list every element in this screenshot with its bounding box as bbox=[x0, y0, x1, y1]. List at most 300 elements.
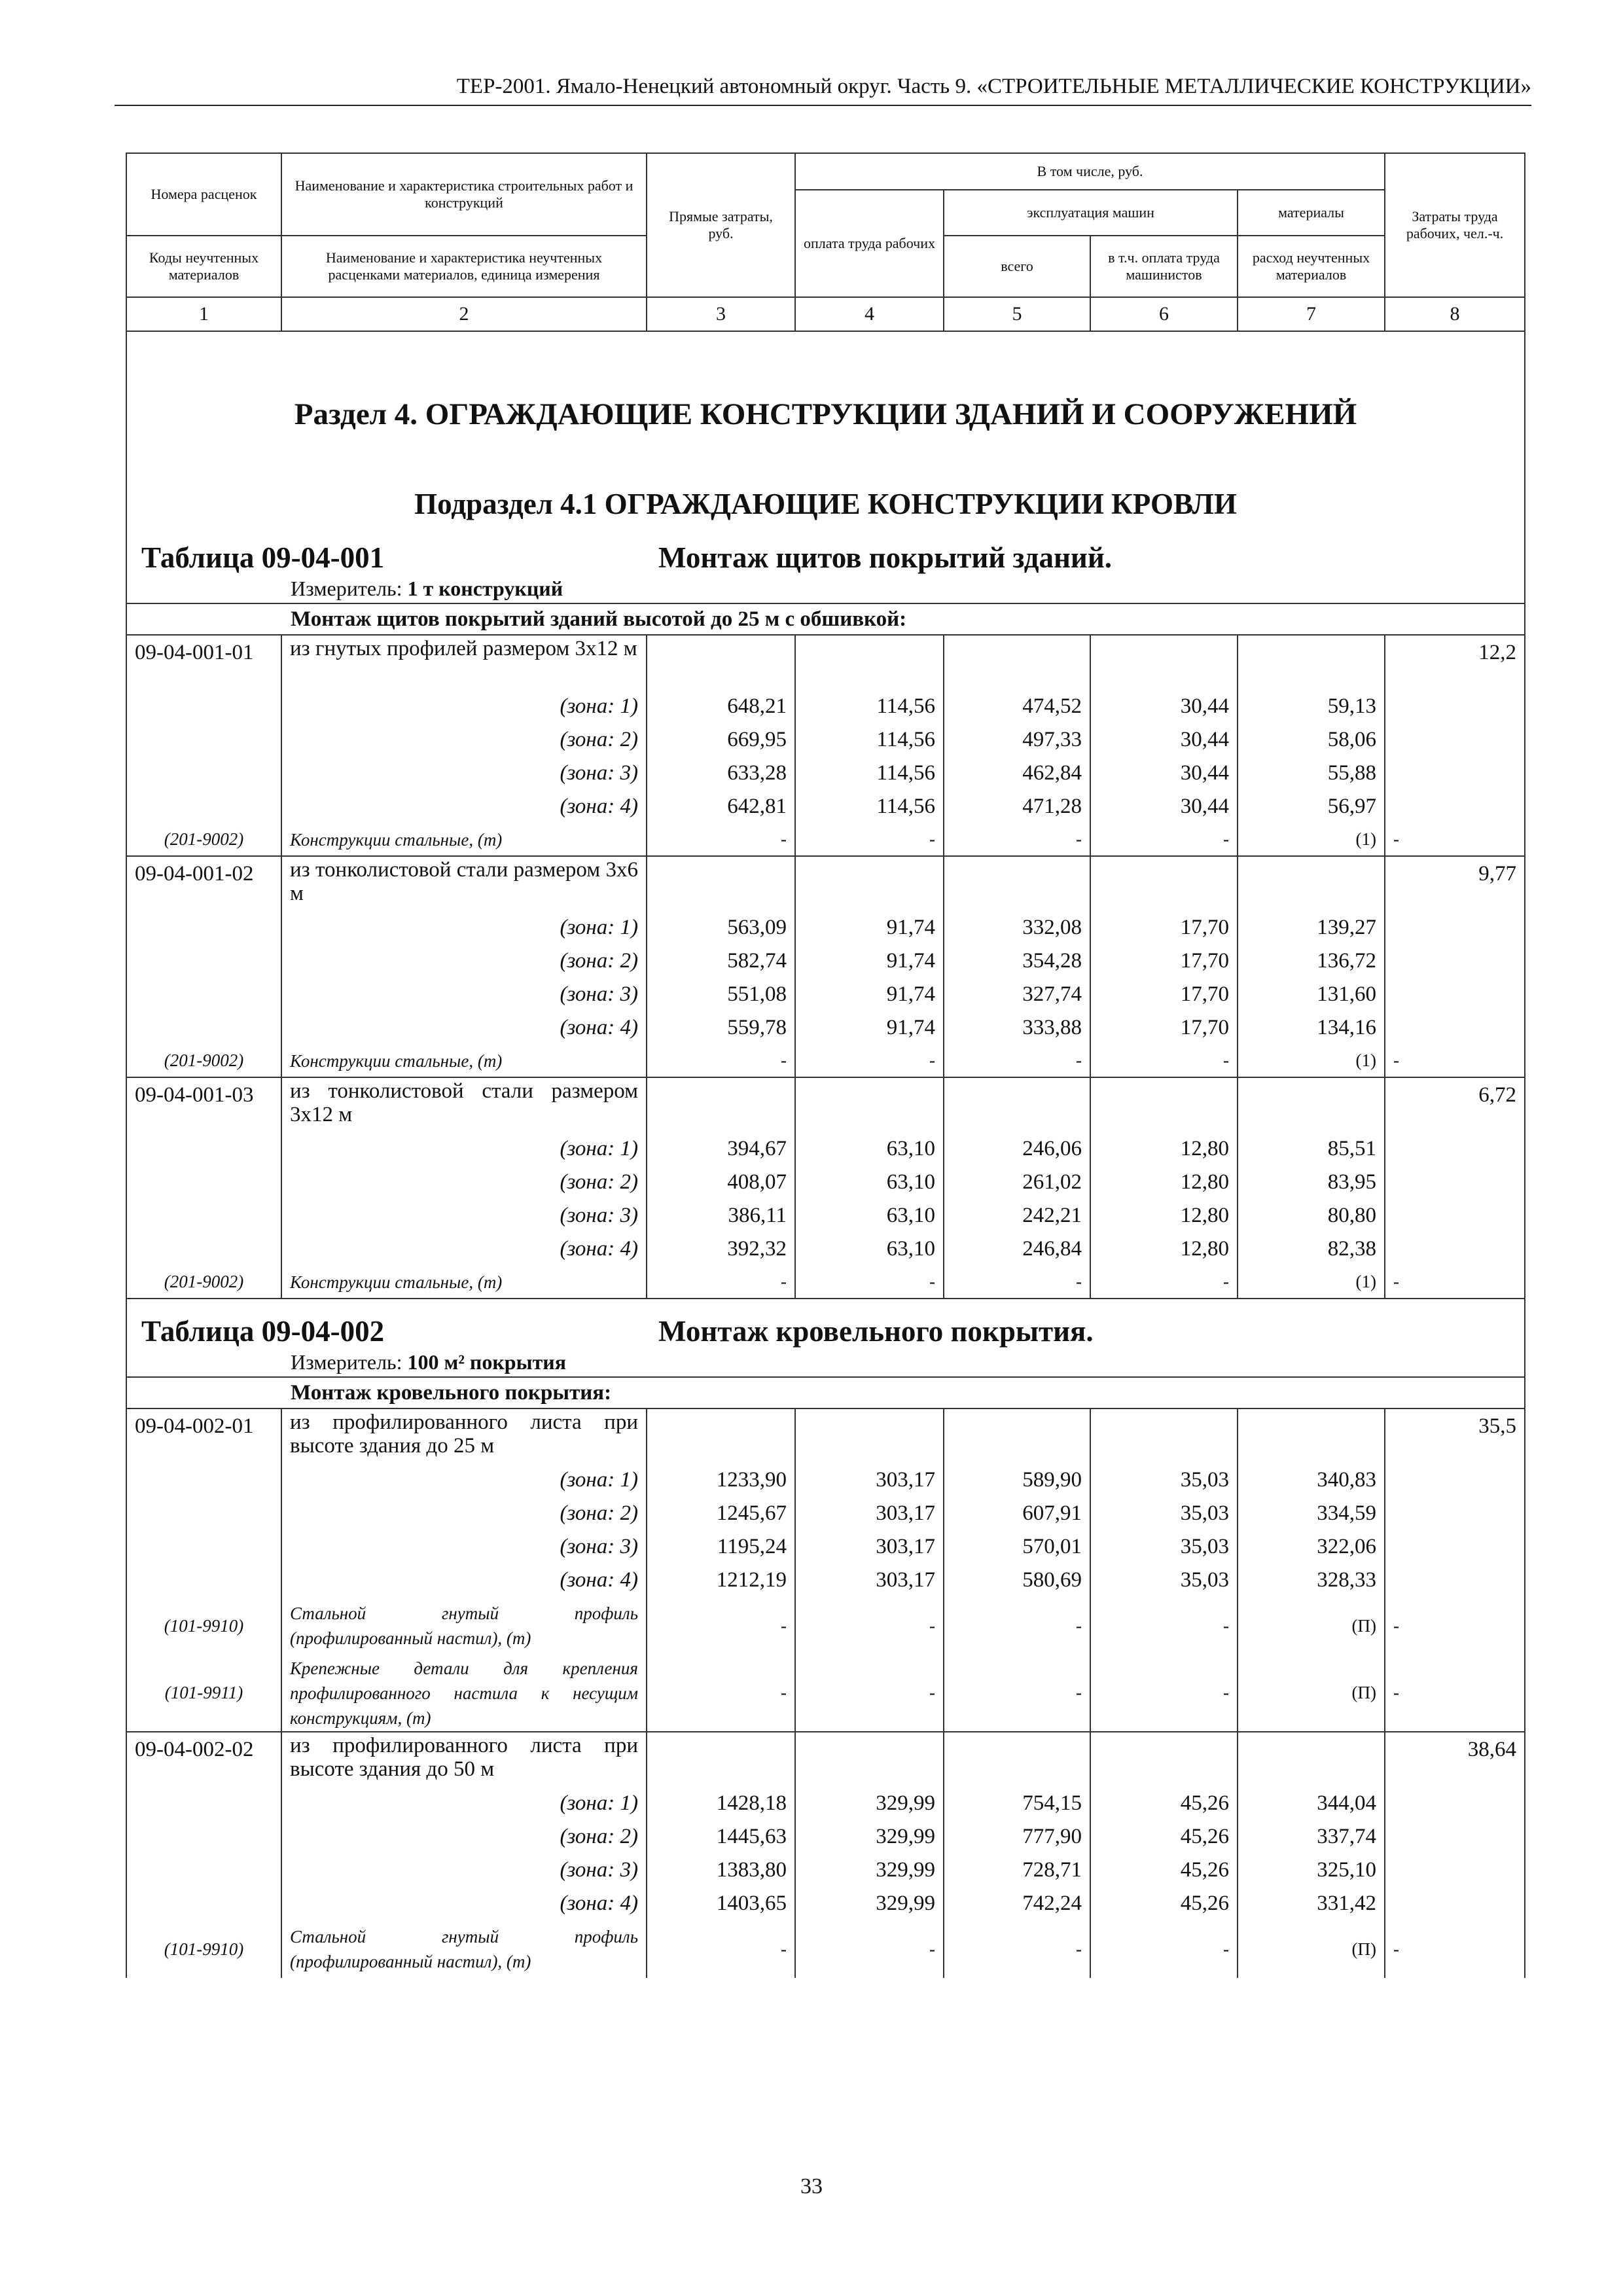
empty-cell bbox=[1090, 1732, 1238, 1787]
zone-label: (зона: 1) bbox=[281, 911, 647, 944]
rate-code: 09-04-002-01 bbox=[126, 1408, 281, 1463]
zone-row bbox=[126, 944, 1525, 978]
material-row bbox=[126, 1266, 1525, 1299]
cost-value: 386,11 bbox=[647, 1199, 795, 1232]
cost-value: 777,90 bbox=[944, 1820, 1090, 1854]
zone-label: (зона: 1) bbox=[281, 690, 647, 723]
zone-row bbox=[126, 757, 1525, 790]
measure-prefix: Измеритель: bbox=[291, 577, 402, 600]
cost-value: 30,44 bbox=[1090, 723, 1238, 757]
cost-value: 329,99 bbox=[795, 1887, 944, 1920]
empty-cell bbox=[1385, 1166, 1525, 1199]
table-label: Таблица 09-04-001 bbox=[141, 541, 385, 574]
material-row bbox=[126, 1655, 1525, 1732]
material-value: - bbox=[944, 1045, 1090, 1077]
column-number: 8 bbox=[1385, 297, 1525, 331]
zone-label: (зона: 3) bbox=[281, 757, 647, 790]
cost-value: 580,69 bbox=[944, 1564, 1090, 1597]
cost-value: 30,44 bbox=[1090, 757, 1238, 790]
material-description: Конструкции стальные, (т) bbox=[281, 823, 647, 856]
empty-cell bbox=[1385, 723, 1525, 757]
empty-cell bbox=[1090, 1077, 1238, 1132]
cost-value: 462,84 bbox=[944, 757, 1090, 790]
material-value: - bbox=[795, 1655, 944, 1732]
empty-cell bbox=[126, 944, 281, 978]
empty-cell bbox=[126, 1530, 281, 1564]
material-value: (1) bbox=[1238, 823, 1385, 856]
empty-cell bbox=[1238, 1408, 1385, 1463]
cost-value: 329,99 bbox=[795, 1820, 944, 1854]
material-description: Конструкции стальные, (т) bbox=[281, 1045, 647, 1077]
table-title-cell bbox=[126, 525, 1525, 575]
cost-value: 332,08 bbox=[944, 911, 1090, 944]
rate-code: 09-04-001-03 bbox=[126, 1077, 281, 1132]
material-value: - bbox=[1385, 1266, 1525, 1299]
zone-label: (зона: 2) bbox=[281, 723, 647, 757]
section-title: Раздел 4. ОГРАЖДАЮЩИЕ КОНСТРУКЦИИ ЗДАНИЙ И СООРУЖЕНИЙ bbox=[126, 331, 1525, 436]
empty-cell bbox=[126, 1166, 281, 1199]
cost-value: 114,56 bbox=[795, 757, 944, 790]
empty-cell bbox=[1385, 1787, 1525, 1820]
cost-value: 12,80 bbox=[1090, 1232, 1238, 1266]
work-description: из профилированного листа при высоте здания до 25 м bbox=[281, 1408, 647, 1463]
material-value: - bbox=[1090, 1597, 1238, 1655]
empty-cell bbox=[126, 978, 281, 1011]
empty-cell bbox=[647, 1408, 795, 1463]
cost-value: 114,56 bbox=[795, 790, 944, 823]
material-value: - bbox=[1090, 1655, 1238, 1732]
group-row bbox=[126, 603, 1525, 635]
col1-top: Номера расценок bbox=[126, 153, 281, 236]
empty-cell bbox=[126, 1232, 281, 1266]
empty-cell bbox=[126, 1854, 281, 1887]
cost-value: 45,26 bbox=[1090, 1887, 1238, 1920]
empty-cell bbox=[795, 1077, 944, 1132]
zone-row bbox=[126, 1497, 1525, 1530]
zone-label: (зона: 2) bbox=[281, 944, 647, 978]
cost-value: 607,91 bbox=[944, 1497, 1090, 1530]
zone-label: (зона: 3) bbox=[281, 1854, 647, 1887]
column-number: 3 bbox=[647, 297, 795, 331]
zone-row bbox=[126, 1463, 1525, 1497]
item-row bbox=[126, 1732, 1525, 1787]
material-description: Крепежные детали для крепления профилированного настила к несущим конструкциям, (т) bbox=[281, 1655, 647, 1732]
cost-value: 35,03 bbox=[1090, 1497, 1238, 1530]
cost-value: 327,74 bbox=[944, 978, 1090, 1011]
col7-header: расход неучтенных материалов bbox=[1238, 236, 1385, 297]
empty-cell bbox=[795, 1408, 944, 1463]
cost-value: 303,17 bbox=[795, 1497, 944, 1530]
zone-row bbox=[126, 978, 1525, 1011]
cost-value: 17,70 bbox=[1090, 1011, 1238, 1045]
zone-row bbox=[126, 1199, 1525, 1232]
material-value: - bbox=[944, 1597, 1090, 1655]
empty-cell bbox=[126, 1132, 281, 1166]
empty-cell bbox=[647, 856, 795, 911]
zone-label: (зона: 3) bbox=[281, 1199, 647, 1232]
empty-cell bbox=[126, 1564, 281, 1597]
cost-value: 354,28 bbox=[944, 944, 1090, 978]
cost-value: 30,44 bbox=[1090, 690, 1238, 723]
measure-cell bbox=[126, 1348, 1525, 1377]
material-code: (201-9002) bbox=[126, 823, 281, 856]
empty-cell bbox=[1385, 757, 1525, 790]
column-number: 5 bbox=[944, 297, 1090, 331]
cost-value: 12,80 bbox=[1090, 1199, 1238, 1232]
group-title: Монтаж кровельного покрытия: bbox=[126, 1377, 1525, 1408]
zone-row bbox=[126, 1530, 1525, 1564]
col6-header: в т.ч. оплата труда машинистов bbox=[1090, 236, 1238, 297]
empty-cell bbox=[1385, 1887, 1525, 1920]
zone-label: (зона: 4) bbox=[281, 1887, 647, 1920]
cost-value: 261,02 bbox=[944, 1166, 1090, 1199]
measure-value: 100 м² покрытия bbox=[407, 1350, 567, 1374]
zone-row bbox=[126, 1787, 1525, 1820]
material-value: - bbox=[944, 823, 1090, 856]
empty-cell bbox=[126, 1820, 281, 1854]
col2-bottom: Наименование и характеристика неучтенных расценками материалов, единица измерения bbox=[281, 236, 647, 297]
cost-value: 242,21 bbox=[944, 1199, 1090, 1232]
zone-label: (зона: 1) bbox=[281, 1132, 647, 1166]
measure-value: 1 т конструкций bbox=[407, 577, 563, 600]
cost-value: 17,70 bbox=[1090, 944, 1238, 978]
material-value: - bbox=[795, 1045, 944, 1077]
table-title-row bbox=[126, 525, 1525, 575]
material-row bbox=[126, 1045, 1525, 1077]
cost-value: 742,24 bbox=[944, 1887, 1090, 1920]
cost-value: 1445,63 bbox=[647, 1820, 795, 1854]
zone-row bbox=[126, 790, 1525, 823]
table-title-cell bbox=[126, 1299, 1525, 1348]
empty-cell bbox=[1238, 1077, 1385, 1132]
material-value: - bbox=[647, 1045, 795, 1077]
material-value: - bbox=[944, 1655, 1090, 1732]
material-description: Стальной гнутый профиль (профилированный настил), (т) bbox=[281, 1597, 647, 1655]
measure-prefix: Измеритель: bbox=[291, 1350, 402, 1374]
cost-value: 570,01 bbox=[944, 1530, 1090, 1564]
empty-cell bbox=[1385, 1199, 1525, 1232]
empty-cell bbox=[1385, 911, 1525, 944]
cost-value: 35,03 bbox=[1090, 1530, 1238, 1564]
column-number: 7 bbox=[1238, 297, 1385, 331]
material-value: - bbox=[795, 1266, 944, 1299]
empty-cell bbox=[1385, 1820, 1525, 1854]
cost-value: 589,90 bbox=[944, 1463, 1090, 1497]
zone-label: (зона: 1) bbox=[281, 1787, 647, 1820]
material-value: - bbox=[1090, 1920, 1238, 1978]
empty-cell bbox=[1385, 1232, 1525, 1266]
empty-cell bbox=[1385, 1530, 1525, 1564]
cost-value: 322,06 bbox=[1238, 1530, 1385, 1564]
cost-value: 56,97 bbox=[1238, 790, 1385, 823]
col5-header: всего bbox=[944, 236, 1090, 297]
material-description: Конструкции стальные, (т) bbox=[281, 1266, 647, 1299]
material-code: (101-9910) bbox=[126, 1920, 281, 1978]
measure-row bbox=[126, 575, 1525, 603]
cost-value: 63,10 bbox=[795, 1132, 944, 1166]
col8-header: Затраты труда рабочих, чел.-ч. bbox=[1385, 153, 1525, 297]
cost-value: 114,56 bbox=[795, 690, 944, 723]
material-value: - bbox=[1385, 823, 1525, 856]
cost-value: 35,03 bbox=[1090, 1463, 1238, 1497]
running-header: ТЕР-2001. Ямало-Ненецкий автономный округ. Часть 9. «СТРОИТЕЛЬНЫЕ МЕТАЛЛИЧЕСКИЕ КОНСТРУКЦИИ» bbox=[115, 71, 1531, 106]
cost-value: 59,13 bbox=[1238, 690, 1385, 723]
labor-cost: 6,72 bbox=[1385, 1077, 1525, 1132]
empty-cell bbox=[1385, 790, 1525, 823]
material-value: - bbox=[647, 1597, 795, 1655]
empty-cell bbox=[126, 790, 281, 823]
table-title: Монтаж кровельного покрытия. bbox=[658, 1315, 1094, 1348]
cost-value: 344,04 bbox=[1238, 1787, 1385, 1820]
zone-label: (зона: 2) bbox=[281, 1820, 647, 1854]
labor-cost: 9,77 bbox=[1385, 856, 1525, 911]
empty-cell bbox=[795, 1732, 944, 1787]
work-description: из гнутых профилей размером 3х12 м bbox=[281, 635, 647, 690]
material-code: (201-9002) bbox=[126, 1266, 281, 1299]
cost-value: 12,80 bbox=[1090, 1132, 1238, 1166]
cost-value: 1383,80 bbox=[647, 1854, 795, 1887]
cost-value: 139,27 bbox=[1238, 911, 1385, 944]
cost-value: 728,71 bbox=[944, 1854, 1090, 1887]
cost-value: 246,06 bbox=[944, 1132, 1090, 1166]
zone-label: (зона: 2) bbox=[281, 1166, 647, 1199]
cost-value: 329,99 bbox=[795, 1787, 944, 1820]
empty-cell bbox=[944, 1732, 1090, 1787]
cost-value: 35,03 bbox=[1090, 1564, 1238, 1597]
empty-cell bbox=[1090, 856, 1238, 911]
cost-value: 333,88 bbox=[944, 1011, 1090, 1045]
empty-cell bbox=[126, 1787, 281, 1820]
col2-top: Наименование и характеристика строительных работ и конструкций bbox=[281, 153, 647, 236]
cost-value: 45,26 bbox=[1090, 1787, 1238, 1820]
work-description: из тонколистовой стали размером 3х12 м bbox=[281, 1077, 647, 1132]
cost-value: 1212,19 bbox=[647, 1564, 795, 1597]
empty-cell bbox=[1385, 1132, 1525, 1166]
material-value: - bbox=[647, 1920, 795, 1978]
cost-value: 334,59 bbox=[1238, 1497, 1385, 1530]
column-number: 6 bbox=[1090, 297, 1238, 331]
zone-row bbox=[126, 1820, 1525, 1854]
table-title-row bbox=[126, 1299, 1525, 1348]
group-header: В том числе, руб. bbox=[795, 153, 1385, 190]
material-value: - bbox=[1090, 1266, 1238, 1299]
empty-cell bbox=[944, 856, 1090, 911]
cost-value: 669,95 bbox=[647, 723, 795, 757]
material-value: (1) bbox=[1238, 1266, 1385, 1299]
cost-value: 134,16 bbox=[1238, 1011, 1385, 1045]
zone-label: (зона: 4) bbox=[281, 1564, 647, 1597]
cost-value: 328,33 bbox=[1238, 1564, 1385, 1597]
empty-cell bbox=[1385, 690, 1525, 723]
cost-value: 497,33 bbox=[944, 723, 1090, 757]
cost-value: 559,78 bbox=[647, 1011, 795, 1045]
zone-label: (зона: 2) bbox=[281, 1497, 647, 1530]
cost-value: 63,10 bbox=[795, 1199, 944, 1232]
material-value: - bbox=[795, 1920, 944, 1978]
cost-value: 329,99 bbox=[795, 1854, 944, 1887]
cost-value: 1233,90 bbox=[647, 1463, 795, 1497]
empty-cell bbox=[1385, 978, 1525, 1011]
empty-cell bbox=[126, 1463, 281, 1497]
table-title: Монтаж щитов покрытий зданий. bbox=[658, 541, 1112, 574]
group-title: Монтаж щитов покрытий зданий высотой до 25 м с обшивкой: bbox=[126, 603, 1525, 635]
empty-cell bbox=[126, 757, 281, 790]
empty-cell bbox=[1385, 1463, 1525, 1497]
empty-cell bbox=[647, 1732, 795, 1787]
cost-value: 340,83 bbox=[1238, 1463, 1385, 1497]
cost-value: 91,74 bbox=[795, 978, 944, 1011]
cost-value: 17,70 bbox=[1090, 978, 1238, 1011]
cost-value: 394,67 bbox=[647, 1132, 795, 1166]
cost-value: 91,74 bbox=[795, 911, 944, 944]
material-value: - bbox=[1385, 1655, 1525, 1732]
materials-header: материалы bbox=[1238, 190, 1385, 236]
cost-value: 303,17 bbox=[795, 1564, 944, 1597]
work-description: из профилированного листа при высоте здания до 50 м bbox=[281, 1732, 647, 1787]
measure-row bbox=[126, 1348, 1525, 1377]
cost-value: 392,32 bbox=[647, 1232, 795, 1266]
material-value: - bbox=[647, 1266, 795, 1299]
cost-value: 551,08 bbox=[647, 978, 795, 1011]
zone-row bbox=[126, 1232, 1525, 1266]
material-value: - bbox=[647, 823, 795, 856]
material-value: (П) bbox=[1238, 1655, 1385, 1732]
machines-header: эксплуатация машин bbox=[944, 190, 1238, 236]
empty-cell bbox=[944, 1077, 1090, 1132]
rate-code: 09-04-001-01 bbox=[126, 635, 281, 690]
empty-cell bbox=[1385, 944, 1525, 978]
cost-value: 331,42 bbox=[1238, 1887, 1385, 1920]
zone-label: (зона: 3) bbox=[281, 1530, 647, 1564]
empty-cell bbox=[126, 1497, 281, 1530]
empty-cell bbox=[647, 635, 795, 690]
empty-cell bbox=[1385, 1011, 1525, 1045]
item-row bbox=[126, 1408, 1525, 1463]
labor-cost: 35,5 bbox=[1385, 1408, 1525, 1463]
empty-cell bbox=[795, 635, 944, 690]
zone-label: (зона: 3) bbox=[281, 978, 647, 1011]
empty-cell bbox=[1385, 1564, 1525, 1597]
empty-cell bbox=[944, 635, 1090, 690]
empty-cell bbox=[1090, 1408, 1238, 1463]
col4-header: оплата труда рабочих bbox=[795, 190, 944, 297]
rate-code: 09-04-001-02 bbox=[126, 856, 281, 911]
cost-value: 114,56 bbox=[795, 723, 944, 757]
cost-value: 58,06 bbox=[1238, 723, 1385, 757]
cost-value: 91,74 bbox=[795, 944, 944, 978]
col3-header: Прямые затраты, руб. bbox=[647, 153, 795, 297]
zone-label: (зона: 4) bbox=[281, 790, 647, 823]
cost-value: 1428,18 bbox=[647, 1787, 795, 1820]
zone-row bbox=[126, 690, 1525, 723]
cost-value: 45,26 bbox=[1090, 1820, 1238, 1854]
subsection-title: Подраздел 4.1 ОГРАЖДАЮЩИЕ КОНСТРУКЦИИ КРОВЛИ bbox=[126, 436, 1525, 525]
item-row bbox=[126, 635, 1525, 690]
empty-cell bbox=[647, 1077, 795, 1132]
cost-value: 337,74 bbox=[1238, 1820, 1385, 1854]
cost-value: 642,81 bbox=[647, 790, 795, 823]
empty-cell bbox=[1238, 635, 1385, 690]
cost-value: 63,10 bbox=[795, 1232, 944, 1266]
item-row bbox=[126, 856, 1525, 911]
empty-cell bbox=[1385, 1854, 1525, 1887]
cost-value: 17,70 bbox=[1090, 911, 1238, 944]
empty-cell bbox=[126, 1011, 281, 1045]
cost-value: 1403,65 bbox=[647, 1887, 795, 1920]
material-description: Стальной гнутый профиль (профилированный настил), (т) bbox=[281, 1920, 647, 1978]
empty-cell bbox=[126, 1887, 281, 1920]
cost-value: 63,10 bbox=[795, 1166, 944, 1199]
cost-value: 648,21 bbox=[647, 690, 795, 723]
empty-cell bbox=[126, 911, 281, 944]
column-number: 1 bbox=[126, 297, 281, 331]
empty-cell bbox=[126, 1199, 281, 1232]
cost-value: 582,74 bbox=[647, 944, 795, 978]
cost-value: 408,07 bbox=[647, 1166, 795, 1199]
column-number: 4 bbox=[795, 297, 944, 331]
material-code: (201-9002) bbox=[126, 1045, 281, 1077]
zone-label: (зона: 4) bbox=[281, 1232, 647, 1266]
table-label: Таблица 09-04-002 bbox=[141, 1315, 385, 1348]
price-table bbox=[126, 152, 1525, 1978]
zone-row bbox=[126, 1887, 1525, 1920]
zone-row bbox=[126, 1011, 1525, 1045]
zone-row bbox=[126, 1132, 1525, 1166]
zone-row bbox=[126, 1564, 1525, 1597]
cost-value: 563,09 bbox=[647, 911, 795, 944]
cost-value: 303,17 bbox=[795, 1530, 944, 1564]
empty-cell bbox=[126, 723, 281, 757]
material-row bbox=[126, 1597, 1525, 1655]
material-value: - bbox=[1385, 1920, 1525, 1978]
work-description: из тонколистовой стали размером 3х6 м bbox=[281, 856, 647, 911]
cost-value: 1245,67 bbox=[647, 1497, 795, 1530]
cost-value: 1195,24 bbox=[647, 1530, 795, 1564]
zone-row bbox=[126, 911, 1525, 944]
material-code: (101-9910) bbox=[126, 1597, 281, 1655]
material-row bbox=[126, 823, 1525, 856]
cost-value: 325,10 bbox=[1238, 1854, 1385, 1887]
empty-cell bbox=[126, 690, 281, 723]
column-numbers bbox=[126, 297, 1525, 331]
material-value: - bbox=[944, 1266, 1090, 1299]
column-number: 2 bbox=[281, 297, 647, 331]
group-row bbox=[126, 1377, 1525, 1408]
material-value: - bbox=[1090, 1045, 1238, 1077]
rate-code: 09-04-002-02 bbox=[126, 1732, 281, 1787]
material-value: (П) bbox=[1238, 1597, 1385, 1655]
cost-value: 246,84 bbox=[944, 1232, 1090, 1266]
zone-row bbox=[126, 1166, 1525, 1199]
material-code: (101-9911) bbox=[126, 1655, 281, 1732]
zone-label: (зона: 4) bbox=[281, 1011, 647, 1045]
cost-value: 30,44 bbox=[1090, 790, 1238, 823]
empty-cell bbox=[1238, 856, 1385, 911]
cost-value: 45,26 bbox=[1090, 1854, 1238, 1887]
material-value: - bbox=[1385, 1045, 1525, 1077]
material-value: - bbox=[1090, 823, 1238, 856]
item-row bbox=[126, 1077, 1525, 1132]
empty-cell bbox=[795, 856, 944, 911]
cost-value: 754,15 bbox=[944, 1787, 1090, 1820]
cost-value: 131,60 bbox=[1238, 978, 1385, 1011]
cost-value: 80,80 bbox=[1238, 1199, 1385, 1232]
material-value: - bbox=[647, 1655, 795, 1732]
zone-label: (зона: 1) bbox=[281, 1463, 647, 1497]
empty-cell bbox=[1090, 635, 1238, 690]
measure-cell bbox=[126, 575, 1525, 603]
labor-cost: 38,64 bbox=[1385, 1732, 1525, 1787]
